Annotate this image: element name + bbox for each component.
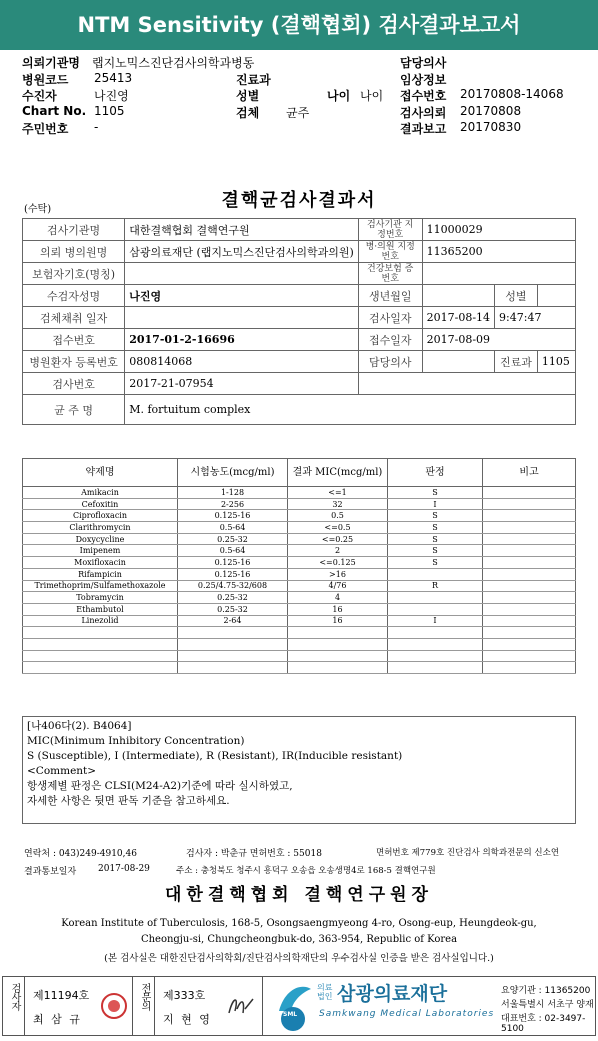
examiner-license-no: 제11194호: [33, 989, 90, 1002]
report-date: 2017-08-29: [98, 864, 150, 874]
cell: 검사기관 지정번호: [358, 219, 422, 241]
drug-susceptibility-table: [22, 458, 576, 674]
comment-box: [22, 716, 576, 824]
specimen-value: 균주: [286, 105, 310, 120]
drug-row: [23, 592, 576, 604]
license-text: 면허번호 제779호 진단검사 의학과전문의 신소연: [376, 848, 560, 858]
cell: 균 주 명: [23, 395, 125, 425]
drug-cell: [483, 522, 576, 534]
examiner-name: 최 삼 규: [33, 1013, 82, 1026]
patient-value: 나진영: [94, 89, 129, 103]
doctor-label: 담당의사: [400, 56, 447, 70]
cell: 검사일자: [358, 307, 422, 329]
sheet-title: 결핵균검사결과서: [221, 190, 377, 211]
drug-cell: 32: [288, 498, 388, 510]
address-kr: 주소 : 충청북도 청주시 흥덕구 오송읍 오송생명4로 168-5 결핵연구원: [176, 866, 436, 876]
drug-cell: [483, 638, 576, 650]
comment-line: <Comment>: [27, 765, 97, 777]
drug-cell: <=1: [288, 487, 388, 499]
specimen-label: 검체: [236, 105, 260, 120]
address-en-line-1: Korean Institute of Tuberculosis, 168-5, Osongsaengmyeong 4-ro, Osong-eup, Heungdeok-gu,: [61, 918, 537, 929]
comment-line: [나406다(2). B4064]: [27, 720, 132, 732]
drug-cell: S: [388, 533, 483, 545]
col-header: 비고: [483, 459, 576, 487]
drug-row: [23, 638, 576, 650]
drug-cell: Amikacin: [23, 487, 178, 499]
cell: 대한결핵협회 결핵연구원: [125, 219, 359, 241]
drug-cell: 2-64: [178, 615, 288, 627]
drug-cell: [483, 510, 576, 522]
drug-row: [23, 662, 576, 674]
drug-cell: S: [388, 487, 483, 499]
id-label: 주민번호: [22, 122, 69, 136]
hospital-code-value: 25413: [94, 70, 133, 85]
drug-cell: 4/76: [288, 580, 388, 592]
col-header: 판정: [388, 459, 483, 487]
drug-cell: 4: [288, 592, 388, 604]
cell: 삼광의료재단 (랩지노믹스진단검사의학과의원): [125, 241, 359, 263]
institution-label: 의뢰기관명: [22, 56, 80, 70]
cell: 생년월일: [358, 285, 422, 307]
drug-cell: [483, 650, 576, 662]
cell: 담당의사: [358, 351, 422, 373]
certification-note: (본 검사실은 대한진단검사의학회/진단검사의학재단의 우수검사실 인증을 받은 검사실입니다.): [104, 953, 494, 964]
cell: 진료과: [495, 351, 538, 373]
patient-label: 수진자: [22, 89, 57, 103]
drug-cell: [288, 650, 388, 662]
drug-cell: [388, 627, 483, 639]
drug-cell: [483, 662, 576, 674]
drug-cell: Trimethoprim/Sulfamethoxazole: [23, 580, 178, 592]
drug-cell: [388, 650, 483, 662]
drug-cell: 16: [288, 603, 388, 615]
drug-cell: Doxycycline: [23, 533, 178, 545]
handwritten-signature-icon: [223, 991, 259, 1021]
cell: 검사기관명: [23, 219, 125, 241]
cell: 성별: [495, 285, 538, 307]
comment-line: 자세한 사항은 뒷면 판독 기준을 참고하세요.: [27, 795, 230, 807]
drug-cell: <=0.125: [288, 557, 388, 569]
cell: M. fortuitum complex: [125, 395, 576, 425]
drug-cell: 0.25-32: [178, 592, 288, 604]
drug-cell: Rifampicin: [23, 568, 178, 580]
drug-cell: <=0.5: [288, 522, 388, 534]
drug-cell: [23, 627, 178, 639]
cell: 건강보험 증번호: [358, 263, 422, 285]
request-label: 검사의뢰: [400, 105, 447, 120]
cell: [125, 307, 359, 329]
drug-cell: Tobramycin: [23, 592, 178, 604]
lab-logo-block: [265, 977, 597, 1035]
drug-cell: [23, 662, 178, 674]
cell: 검체채취 일자: [23, 307, 125, 329]
org-address: 서울특별시 서초구 양재: [501, 1000, 594, 1010]
drug-cell: I: [388, 615, 483, 627]
drug-cell: [483, 592, 576, 604]
logo-small-text: 의료 법인: [317, 983, 333, 1001]
drug-cell: Imipenem: [23, 545, 178, 557]
drug-cell: Linezolid: [23, 615, 178, 627]
drug-cell: [483, 498, 576, 510]
col-header: 결과 MIC(mcg/ml): [288, 459, 388, 487]
patient-info: [22, 54, 582, 137]
sml-logo-icon: [271, 979, 315, 1033]
request-value: 20170808: [460, 103, 522, 118]
drug-cell: [388, 638, 483, 650]
drug-cell: [483, 615, 576, 627]
cell: [537, 285, 575, 307]
red-seal-icon: [99, 991, 129, 1021]
drug-cell: I: [388, 498, 483, 510]
drug-cell: >16: [288, 568, 388, 580]
drug-cell: Ethambutol: [23, 603, 178, 615]
cell: 080814068: [125, 351, 359, 373]
drug-cell: [388, 662, 483, 674]
drug-cell: [23, 650, 178, 662]
report-date-label: 결과통보일자: [24, 867, 77, 877]
drug-cell: [483, 580, 576, 592]
cell: 의뢰 병의원명: [23, 241, 125, 263]
drug-cell: [178, 627, 288, 639]
drug-cell: S: [388, 557, 483, 569]
report-value: 20170830: [460, 120, 522, 134]
drug-cell: 0.25-32: [178, 533, 288, 545]
age-value: 나이: [360, 89, 384, 103]
contact-text: 연락처 : 043)249-4910,46: [24, 849, 137, 859]
drug-row: [23, 568, 576, 580]
dept-label: 진료과: [236, 72, 271, 87]
drug-cell: 0.25/4.75-32/608: [178, 580, 288, 592]
cell: [125, 263, 359, 285]
drug-rows: [23, 487, 576, 674]
drug-cell: 0.125-16: [178, 568, 288, 580]
chart-label: Chart No.: [22, 103, 87, 118]
drug-cell: [288, 627, 388, 639]
age-label: 나이: [327, 89, 351, 103]
drug-row: [23, 510, 576, 522]
hospital-code-label: 병원코드: [22, 72, 69, 87]
drug-row: [23, 580, 576, 592]
drug-cell: S: [388, 545, 483, 557]
scanned-result-sheet: [6, 172, 592, 972]
drug-cell: <=0.25: [288, 533, 388, 545]
specialist-col-label: 전문의: [133, 977, 155, 1035]
org-code: 요양기관 : 11365200: [501, 986, 591, 996]
drug-cell: [388, 568, 483, 580]
drug-cell: [483, 568, 576, 580]
cell: 병원환자 등록번호: [23, 351, 125, 373]
drug-cell: R: [388, 580, 483, 592]
cell: [422, 351, 494, 373]
form-tag: (수탁): [24, 204, 52, 215]
drug-cell: 2-256: [178, 498, 288, 510]
cell: 11365200: [422, 241, 575, 263]
cell: 검사번호: [23, 373, 125, 395]
specialist-license-no: 제333호: [163, 989, 206, 1002]
cell: 나진영: [125, 285, 359, 307]
cell: [422, 285, 494, 307]
drug-cell: [483, 557, 576, 569]
examiner-text: 검사자 : 박춘규 면허번호 : 55018: [186, 849, 322, 859]
report-title-banner: NTM Sensitivity (결핵협회) 검사결과보고서: [0, 0, 598, 50]
cell: 2017-08-09: [422, 329, 575, 351]
sex-label: 성별: [236, 89, 260, 103]
drug-cell: [288, 638, 388, 650]
drug-cell: Ciprofloxacin: [23, 510, 178, 522]
lab-name-en: Samkwang Medical Laboratories: [319, 1009, 495, 1019]
col-header: 시험농도(mcg/ml): [178, 459, 288, 487]
drug-cell: [23, 638, 178, 650]
lab-name: 삼광의료재단: [337, 983, 448, 1005]
drug-row: [23, 603, 576, 615]
drug-cell: 0.5-64: [178, 545, 288, 557]
comment-line: MIC(Minimum Inhibitory Concentration): [27, 735, 245, 747]
drug-cell: [483, 545, 576, 557]
address-en-line-2: Cheongju-si, Chungcheongbuk-do, 363-954, Republic of Korea: [140, 934, 458, 945]
drug-cell: S: [388, 522, 483, 534]
drug-cell: [288, 662, 388, 674]
drug-cell: [178, 638, 288, 650]
drug-cell: S: [388, 510, 483, 522]
drug-cell: [483, 627, 576, 639]
drug-row: [23, 615, 576, 627]
cell: 접수번호: [23, 329, 125, 351]
drug-cell: Clarithromycin: [23, 522, 178, 534]
drug-row: [23, 545, 576, 557]
drug-row: [23, 487, 576, 499]
drug-cell: [483, 487, 576, 499]
drug-cell: 16: [288, 615, 388, 627]
report-label: 결과보고: [400, 122, 447, 136]
request-info-table: [22, 218, 576, 425]
drug-cell: [388, 592, 483, 604]
cell: [358, 373, 575, 395]
col-header: 약제명: [23, 459, 178, 487]
clinical-label: 임상정보: [400, 72, 447, 87]
comment-line: S (Susceptible), I (Intermediate), R (Resistant), IR(Inducible resistant): [27, 750, 403, 762]
specialist-signature: [155, 977, 263, 1035]
received-label: 접수번호: [400, 89, 447, 103]
id-value: -: [94, 120, 99, 134]
drug-cell: 1-128: [178, 487, 288, 499]
drug-row: [23, 557, 576, 569]
cell: 11000029: [422, 219, 575, 241]
drug-cell: 0.125-16: [178, 510, 288, 522]
institute-name: 대한결핵협회 결핵연구원장: [165, 885, 433, 905]
cell: [422, 263, 575, 285]
comment-line: 항생제별 판정은 CLSI(M24-A2)기준에 따라 실시하였고,: [27, 780, 293, 792]
cell: 9:47:47: [495, 307, 576, 329]
signature-footer: [2, 976, 596, 1036]
drug-cell: Moxifloxacin: [23, 557, 178, 569]
drug-row: [23, 498, 576, 510]
cell: 2017-01-2-16696: [125, 329, 359, 351]
cell: 수검자성명: [23, 285, 125, 307]
chart-value: 1105: [94, 103, 125, 118]
drug-cell: [483, 533, 576, 545]
drug-cell: 0.5: [288, 510, 388, 522]
cell: 병·의원 지정번호: [358, 241, 422, 263]
drug-row: [23, 522, 576, 534]
drug-cell: [483, 603, 576, 615]
drug-cell: 2: [288, 545, 388, 557]
drug-cell: 0.125-16: [178, 557, 288, 569]
org-phone: 대표번호 : 02-3497-5100: [501, 1014, 586, 1034]
examiner-col-label: 검사자: [3, 977, 25, 1035]
sml-badge: SML: [283, 1011, 298, 1018]
drug-row: [23, 627, 576, 639]
cell: 보험자기호(명칭): [23, 263, 125, 285]
drug-cell: [388, 603, 483, 615]
cell: 2017-21-07954: [125, 373, 359, 395]
drug-row: [23, 533, 576, 545]
drug-cell: 0.5-64: [178, 522, 288, 534]
institution-value: 랩지노믹스진단검사의학과병동: [92, 56, 255, 70]
received-value: 20170808-14068: [460, 87, 564, 101]
drug-cell: Cefoxitin: [23, 498, 178, 510]
examiner-signature: [25, 977, 133, 1035]
cell: 2017-08-14: [422, 307, 494, 329]
cell: 접수일자: [358, 329, 422, 351]
drug-cell: [178, 662, 288, 674]
specialist-name: 지 현 영: [163, 1013, 212, 1026]
drug-cell: [178, 650, 288, 662]
drug-row: [23, 650, 576, 662]
cell: 1105: [537, 351, 575, 373]
drug-cell: 0.25-32: [178, 603, 288, 615]
